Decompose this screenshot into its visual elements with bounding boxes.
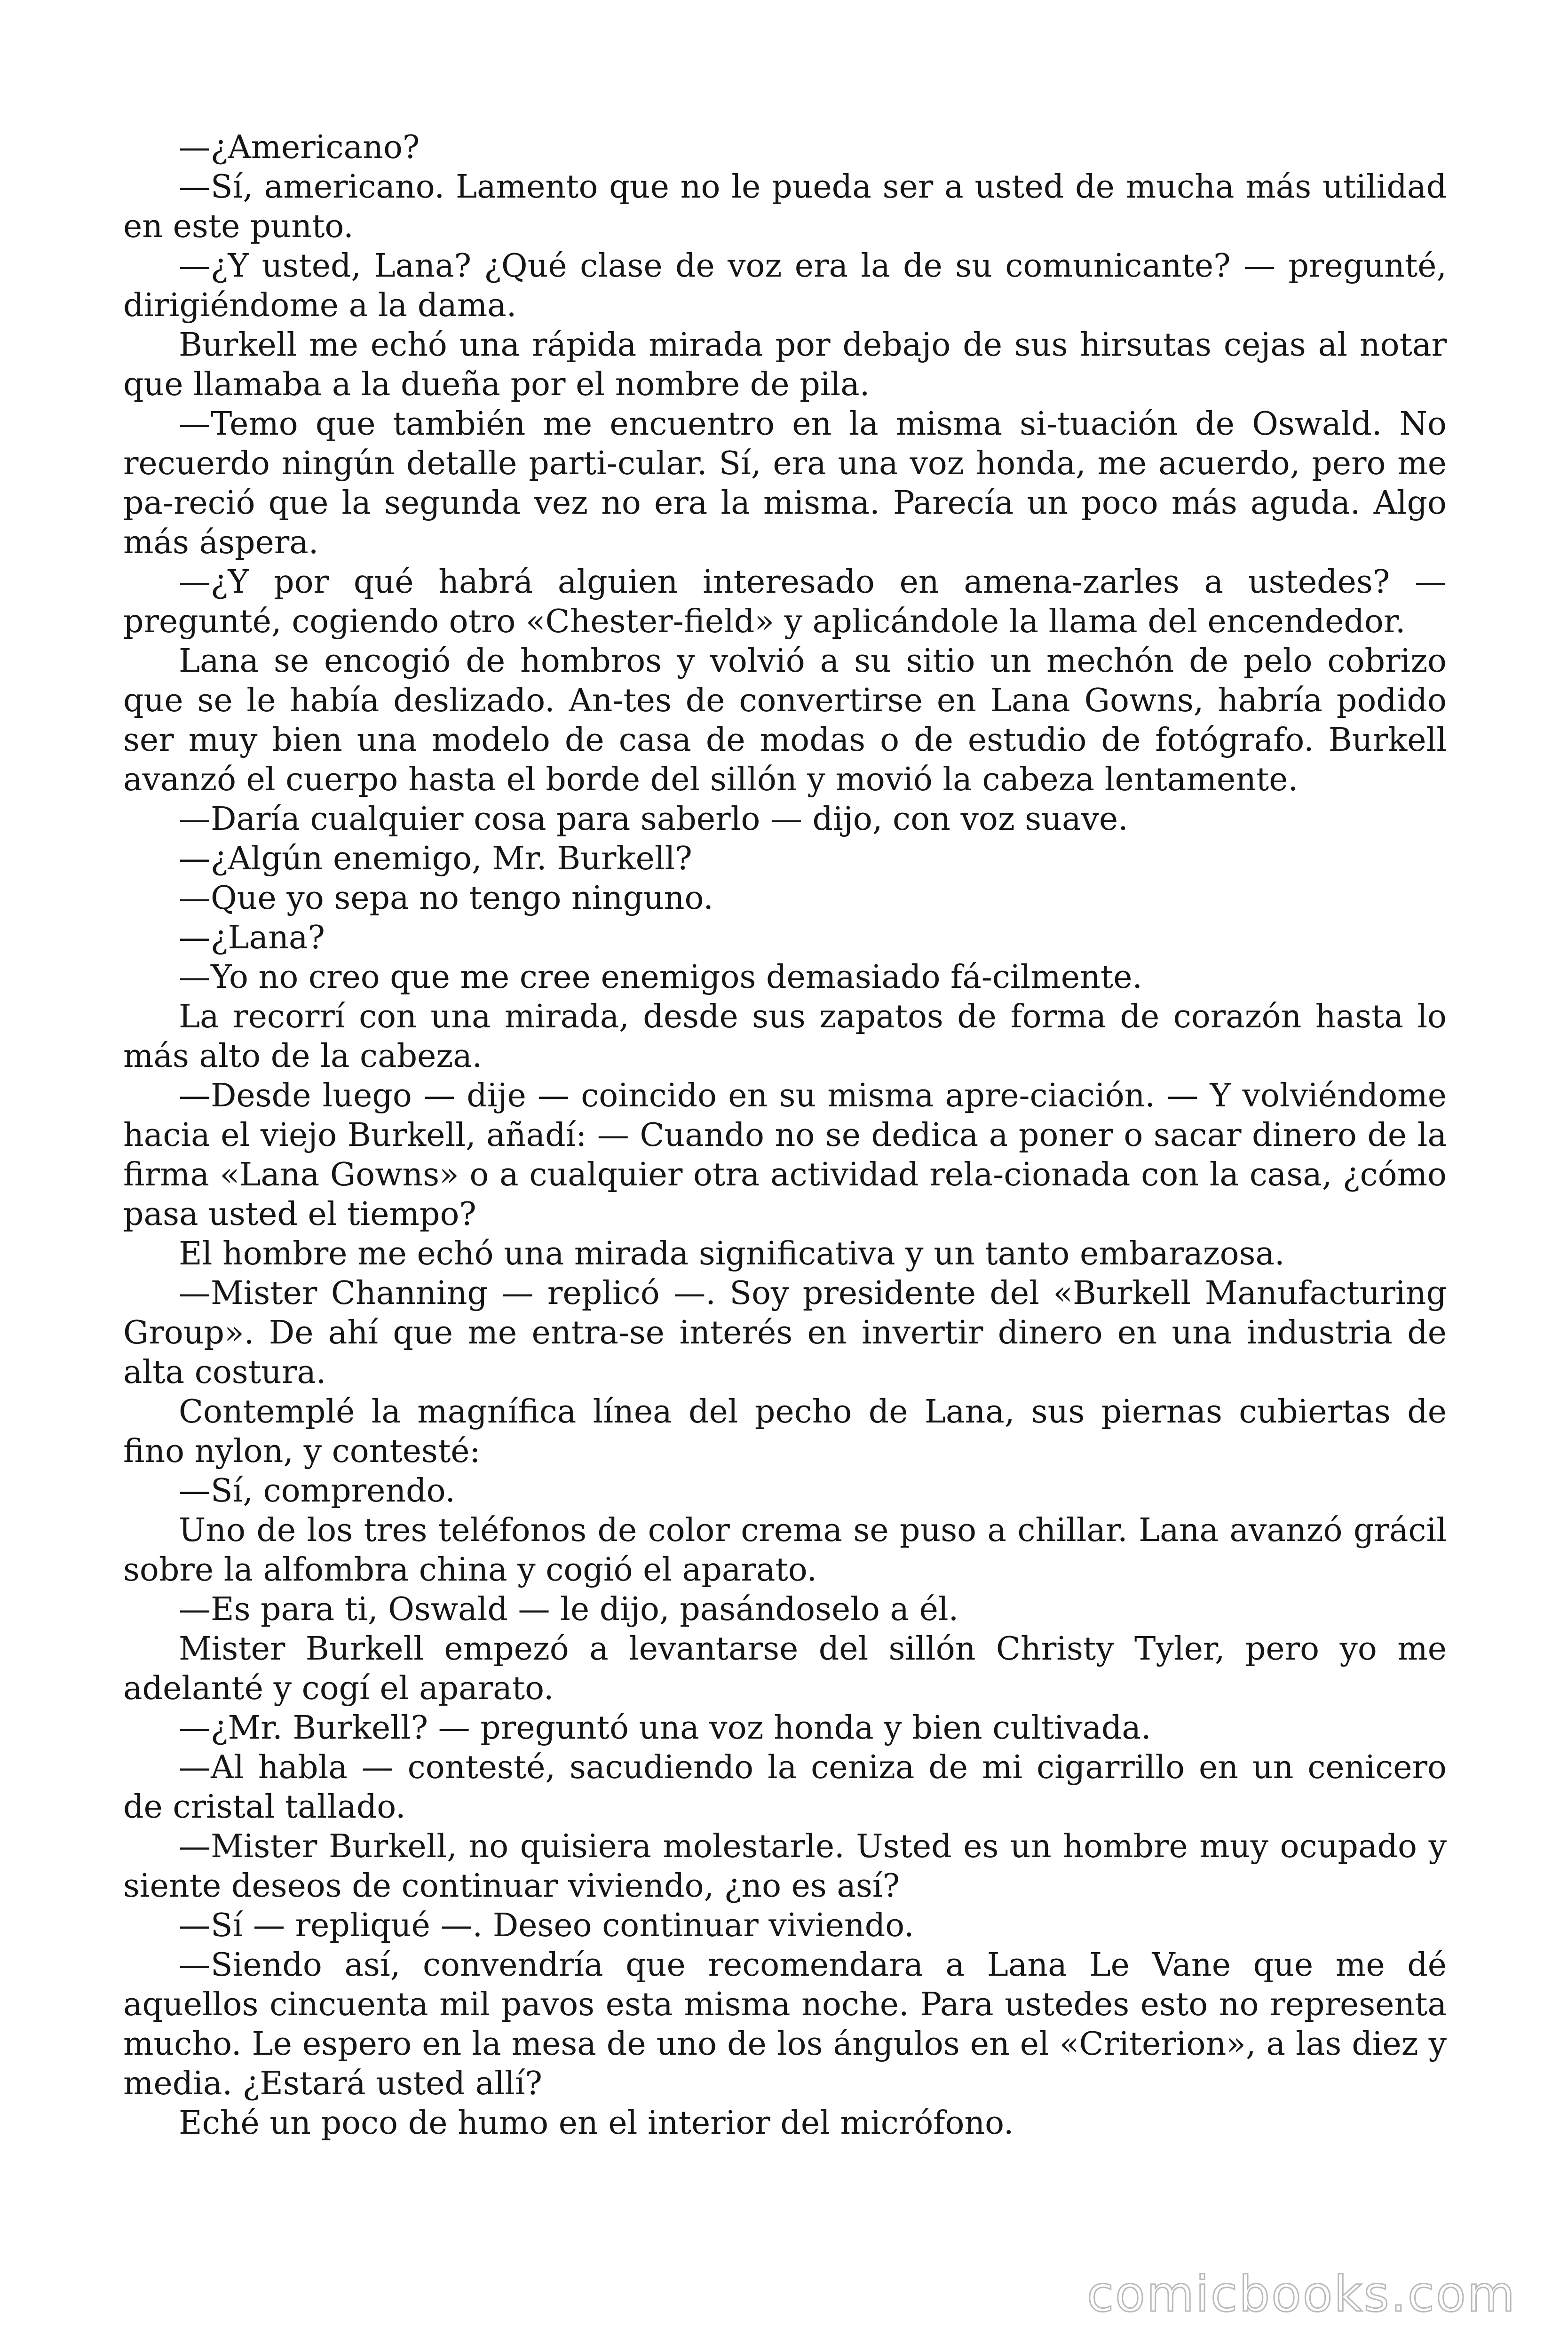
watermark: comicbooks.com: [1086, 2265, 1516, 2323]
paragraph: —Es para ti, Oswald — le dijo, pasándoselo a él.: [179, 1591, 959, 1628]
paragraph: —Sí, comprendo.: [179, 1472, 456, 1510]
paragraph: —Que yo sepa no tengo ninguno.: [179, 880, 713, 917]
paragraph: —Yo no creo que me cree enemigos demasiado fá-cilmente.: [179, 959, 1142, 996]
paragraph: Contemplé la magnífica línea del pecho de Lana, sus piernas cubiertas de fino nylon, y contesté:: [123, 1393, 1447, 1470]
paragraph: —¿Y por qué habrá alguien interesado en amena-zarles a ustedes? — pregunté, cogiendo otro «Chester-field» y aplicándole la llama del encendedor.: [123, 564, 1447, 640]
paragraph: —¿Mr. Burkell? — preguntó una voz honda y bien cultivada.: [179, 1709, 1151, 1747]
paragraph: El hombre me echó una mirada significativa y un tanto embarazosa.: [179, 1235, 1285, 1272]
paragraph: —¿Algún enemigo, Mr. Burkell?: [179, 840, 692, 877]
paragraph: Eché un poco de humo en el interior del micrófono.: [179, 2105, 1014, 2142]
paragraph: —¿Lana?: [179, 919, 325, 956]
paragraph: —¿Americano?: [179, 129, 420, 166]
paragraph: —Mister Burkell, no quisiera molestarle. Usted es un hombre muy ocupado y siente deseos de continuar viviendo, ¿no es así?: [123, 1828, 1447, 1905]
paragraph: —Mister Channing — replicó —. Soy presidente del «Burkell Manufacturing Group». De ahí que me entra-se interés en invertir dinero en una industria de alta costura.: [123, 1275, 1447, 1391]
paragraph: —Sí, americano. Lamento que no le pueda ser a usted de mucha más utilidad en este punto.: [123, 168, 1447, 245]
paragraph: —Daría cualquier cosa para saberlo — dijo, con voz suave.: [179, 801, 1128, 838]
paragraph: —Siendo así, convendría que recomendara a Lana Le Vane que me dé aquellos cincuenta mil pavos esta misma noche. Para ustedes esto no representa mucho. Le espero en la mesa de uno de los ángulos en el «Criterion», a las diez y media. ¿Estará usted allí?: [123, 1947, 1447, 2102]
paragraph: —Al habla — contesté, sacudiendo la ceniza de mi cigarrillo en un cenicero de cristal tallado.: [123, 1749, 1447, 1826]
paragraph: La recorrí con una mirada, desde sus zapatos de forma de corazón hasta lo más alto de la cabeza.: [123, 998, 1447, 1075]
paragraph: Burkell me echó una rápida mirada por debajo de sus hirsutas cejas al notar que llamaba a la dueña por el nombre de pila.: [123, 326, 1447, 403]
paragraph: Uno de los tres teléfonos de color crema se puso a chillar. Lana avanzó grácil sobre la alfombra china y cogió el aparato.: [123, 1512, 1447, 1589]
paragraph: —Sí — repliqué —. Deseo continuar viviendo.: [179, 1907, 914, 1944]
page-body: [123, 128, 1447, 2143]
paragraph: —Temo que también me encuentro en la misma si-tuación de Oswald. No recuerdo ningún detalle parti-cular. Sí, era una voz honda, me acuerdo, pero me pa-reció que la segunda vez no era la misma. Parecía un poco más aguda. Algo más áspera.: [123, 405, 1447, 561]
paragraph: —Desde luego — dije — coincido en su misma apre-ciación. — Y volviéndome hacia el viejo Burkell, añadí: — Cuando no se dedica a poner o sacar dinero de la firma «Lana Gowns» o a cualquier otra actividad rela-cionada con la casa, ¿cómo pasa usted el tiempo?: [123, 1077, 1447, 1233]
paragraph: Mister Burkell empezó a levantarse del sillón Christy Tyler, pero yo me adelanté y cogí el aparato.: [123, 1630, 1447, 1707]
paragraph: Lana se encogió de hombros y volvió a su sitio un mechón de pelo cobrizo que se le había deslizado. An-tes de convertirse en Lana Gowns, habría podido ser muy bien una modelo de casa de modas o de estudio de fotógrafo. Burkell avanzó el cuerpo hasta el borde del sillón y movió la cabeza lentamente.: [123, 643, 1447, 798]
paragraph: —¿Y usted, Lana? ¿Qué clase de voz era la de su comunicante? — pregunté, dirigiéndome a la dama.: [123, 247, 1447, 324]
